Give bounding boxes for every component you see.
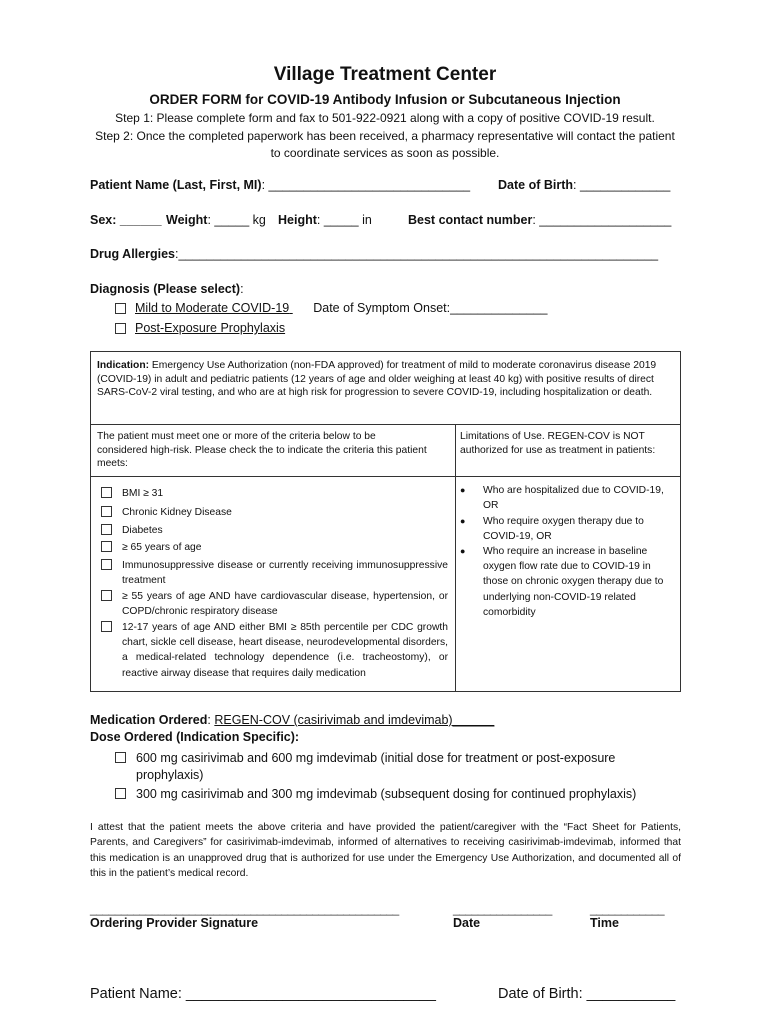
checkbox[interactable] — [101, 487, 112, 498]
medication-label: Medication Ordered — [90, 713, 208, 727]
bullet-icon: ● — [460, 485, 466, 495]
diagnosis-colon: : — [240, 282, 244, 296]
dose-label: Dose Ordered (Indication Specific) — [90, 730, 295, 744]
checkbox[interactable] — [101, 590, 112, 601]
criteria-item[interactable] — [122, 540, 448, 555]
time-line[interactable]: ____________ — [590, 902, 665, 916]
footer-dob[interactable]: Date of Birth: ___________ — [498, 986, 676, 1002]
limitation-item — [460, 514, 673, 544]
dose-option-text: 600 mg casirivimab and 600 mg imdevimab (initial dose for treatment or post-exposure prophylaxis) — [136, 751, 616, 782]
criteria-item[interactable] — [122, 589, 448, 619]
weight-field[interactable] — [166, 213, 266, 227]
height-blank: : _____ in — [316, 213, 372, 227]
limitation-text: Who require an increase in baseline oxygen flow rate due to COVID-19 in those on chronic oxygen therapy due to underlying non-COVID-19 related comorbidity — [483, 546, 664, 618]
diagnosis-heading — [90, 282, 244, 296]
drug-allergies-field[interactable] — [90, 247, 658, 261]
criteria-item[interactable] — [122, 486, 448, 501]
checkbox[interactable] — [115, 788, 126, 799]
dose-option-text: 300 mg casirivimab and 300 mg imdevimab (subsequent dosing for continued prophylaxis) — [136, 787, 637, 801]
dob-blank: : _____________ — [573, 178, 671, 192]
diagnosis-option-label: Mild to Moderate COVID-19 — [135, 301, 290, 315]
signature-label: Ordering Provider Signature — [90, 916, 259, 930]
footer-patient-name[interactable]: Patient Name: _______________________________ — [90, 986, 436, 1002]
limitations-header: Limitations of Use. REGEN-COV is NOT authorized for use as treatment in patients: — [460, 431, 656, 456]
criteria-text: ≥ 65 years of age — [122, 542, 202, 553]
checkbox[interactable] — [101, 524, 112, 535]
time-label: Time — [590, 916, 619, 930]
dob-field[interactable] — [498, 178, 670, 192]
table-divider — [91, 424, 680, 425]
criteria-item[interactable] — [122, 620, 448, 681]
dose-heading: Dose Ordered (Indication Specific): — [90, 730, 300, 744]
criteria-item[interactable] — [122, 558, 448, 588]
table-divider — [91, 476, 680, 477]
table-column-divider — [455, 424, 456, 691]
checkbox[interactable] — [115, 323, 126, 334]
limitation-text: Who require oxygen therapy due to COVID-19, OR — [483, 516, 644, 543]
signature-line[interactable]: __________________________________________________ — [90, 902, 399, 916]
diagnosis-option-covid[interactable] — [115, 301, 547, 315]
checkbox[interactable] — [115, 303, 126, 314]
contact-blank: : ___________________ — [532, 213, 672, 227]
date-label: Date — [453, 916, 481, 930]
form-subtitle: ORDER FORM for COVID-19 Antibody Infusion or Subcutaneous Injection — [149, 92, 621, 107]
height-label: Height — [278, 213, 317, 227]
sex-field[interactable] — [90, 213, 162, 227]
patient-name-label: Patient Name (Last, First, MI) — [90, 178, 262, 192]
contact-label: Best contact number — [408, 213, 533, 227]
underline-spacer — [289, 301, 313, 315]
weight-blank: : _____ kg — [207, 213, 266, 227]
diagnosis-option-prophylaxis[interactable] — [115, 321, 285, 335]
bullet-icon: ● — [460, 546, 466, 556]
checkbox[interactable] — [101, 559, 112, 570]
sex-label: Sex: ______ — [90, 213, 162, 227]
date-line[interactable]: ________________ — [453, 902, 552, 916]
criteria-text: Immunosuppressive disease or currently receiving immunosuppressive treatment — [122, 560, 448, 587]
indication-label: Indication: — [97, 360, 150, 371]
limitation-text: Who are hospitalized due to COVID-19, OR — [483, 485, 664, 512]
height-field[interactable] — [278, 213, 372, 227]
checkbox[interactable] — [101, 621, 112, 632]
diagnosis-label: Diagnosis (Please select) — [90, 282, 241, 296]
medication-ordered: Medication Ordered: REGEN-COV (casirivimab and imdevimab)______ — [90, 713, 495, 727]
weight-label: Weight — [166, 213, 208, 227]
allergies-label: Drug Allergies — [90, 247, 175, 261]
patient-name-blank: : _____________________________ — [261, 178, 471, 192]
checkbox[interactable] — [115, 752, 126, 763]
indication-text — [97, 359, 672, 400]
allergies-blank: :_____________________________________________________________________ — [174, 247, 659, 261]
dose-option-300[interactable] — [136, 786, 696, 803]
medication-value: REGEN-COV (casirivimab and imdevimab)______ — [214, 713, 495, 727]
criteria-item[interactable] — [122, 505, 448, 520]
limitation-item — [460, 483, 673, 513]
bullet-icon: ● — [460, 516, 466, 526]
criteria-text: 12-17 years of age AND either BMI ≥ 85th percentile per CDC growth chart, sickle cell disease, heart disease, neurodevelopmental disorders, a medical-related technology dependence (i.e. tracheostomy), or reactive airway disease that requires daily medication — [122, 622, 448, 679]
step-1-text: Step 1: Please complete form and fax to 501-922-0921 along with a copy of positive COVID-19 result. — [115, 111, 655, 125]
contact-number-field[interactable] — [408, 213, 671, 227]
checkbox[interactable] — [101, 541, 112, 552]
criteria-text: BMI ≥ 31 — [122, 488, 164, 499]
dob-label: Date of Birth — [498, 178, 573, 192]
checkbox[interactable] — [101, 506, 112, 517]
form-title: Village Treatment Center — [273, 64, 497, 85]
indication-table — [90, 351, 681, 692]
symptom-onset-field[interactable]: Date of Symptom Onset:______________ — [313, 301, 548, 315]
limitation-item — [460, 544, 673, 620]
attestation-text: I attest that the patient meets the above criteria and have provided the patient/caregiver with the “Fact Sheet for Patients, Parents, and Caregivers” for casirivimab-imdevimab, informed of alternatives to receiving casirivimab-imdevimab, informed that this medication is an unapproved drug that is authorized for use under the Emergency Use Authorization, and documented all of this in the patient’s medical record. — [90, 822, 681, 879]
criteria-text: ≥ 55 years of age AND have cardiovascular disease, hypertension, or COPD/chronic respiratory disease — [122, 591, 448, 618]
criteria-item[interactable] — [122, 523, 448, 538]
criteria-text: Diabetes — [122, 525, 163, 536]
dose-option-600[interactable] — [136, 750, 646, 784]
step-2-text: Step 2: Once the completed paperwork has been received, a pharmacy representative will contact the patient to coordinate services as soon as possible. — [95, 128, 675, 160]
patient-name-field[interactable] — [90, 178, 470, 192]
diagnosis-option-label: Post-Exposure Prophylaxis — [135, 321, 286, 335]
instructions — [90, 110, 680, 163]
indication-body: Emergency Use Authorization (non-FDA approved) for treatment of mild to moderate coronavirus disease 2019 (COVID-19) in adult and pediatric patients (12 years of age and older weighing at least 40 kg) with positive results of direct SARS-CoV-2 viral testing, and who are at high risk for progression to severe COVID-19, including hospitalization or death. — [97, 360, 657, 399]
criteria-text: Chronic Kidney Disease — [122, 507, 232, 518]
criteria-header: The patient must meet one or more of the criteria below to be considered high-risk. Please check the to indicate the criteria this patient meets: — [97, 431, 427, 470]
